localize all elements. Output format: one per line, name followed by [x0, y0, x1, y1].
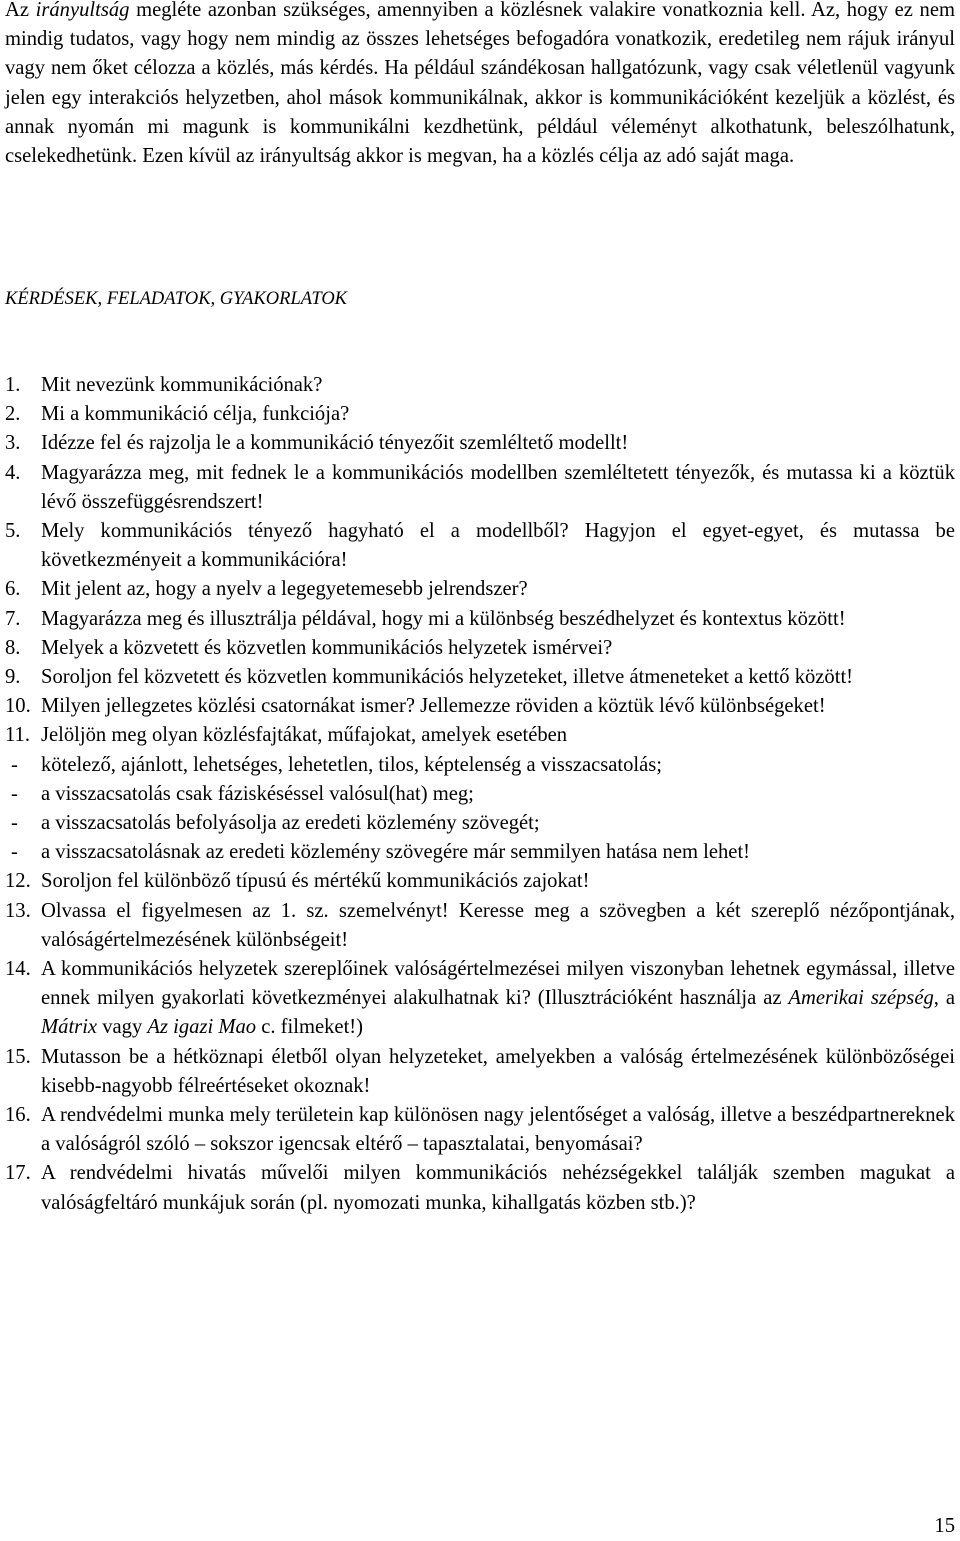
sub-dash: - — [11, 782, 18, 805]
question-number: 13. — [5, 899, 31, 922]
question-item — [5, 400, 955, 429]
question-number: 10. — [5, 695, 31, 718]
question-number: 2. — [5, 403, 21, 426]
question-text: Mit jelent az, hogy a nyelv a legegyetemesebb jelrendszer? — [41, 578, 528, 601]
sub-dash: - — [11, 812, 18, 835]
intro-italic-term: irányultság — [35, 0, 130, 21]
sub-item — [5, 838, 955, 867]
intro-paragraph — [5, 0, 955, 171]
question-text-part: c. filmeket!) — [256, 1016, 364, 1039]
sub-dash: - — [11, 753, 18, 776]
question-item — [5, 1159, 955, 1217]
question-list — [5, 371, 955, 1218]
question-text: Olvassa el figyelmesen az 1. sz. szemelvényt! Keresse meg a szövegben a két szereplő nézőpontjának, valóságértelmezésének különbségeit! — [41, 899, 955, 951]
sub-list — [5, 751, 955, 868]
sub-text: a visszacsatolásnak az eredeti közlemény szövegére már semmilyen hatása nem lehet! — [41, 841, 751, 864]
question-text-part: , a — [933, 987, 955, 1010]
question-text: Mutasson be a hétköznapi életből olyan helyzeteket, amelyekben a valóság értelmezésének különbözőségei kisebb-nagyobb félreértéseket okoznak! — [41, 1045, 955, 1097]
question-text: Magyarázza meg és illusztrálja példával, hogy mi a különbség beszédhelyzet és kontextus között! — [41, 607, 846, 630]
question-number: 16. — [5, 1104, 31, 1127]
intro-text-rest: megléte azonban szükséges, amennyiben a közlésnek valakire vonatkoznia kell. Az, hogy ez nem mindig tudatos, vagy hogy nem mindig az összes lehetséges befogadóra vonatkozik, eredetileg nem rájuk irányul vagy nem őket célozza a közlés, más kérdés. Ha például szándékosan hallgatózunk, vagy csak véletlenül vagyunk jelen egy interakciós helyzetben, ahol mások kommunikálnak, akkor is kommunikációként kezeljük a közlést, és annak nyomán mi magunk is kommunikálni kezdhetünk, például véleményt alkothatunk, beleszólhatunk, cselekedhetünk. Ezen kívül az irányultság akkor is megvan, ha a közlés célja az adó saját maga. — [5, 0, 955, 168]
question-item — [5, 371, 955, 400]
question-item — [5, 955, 955, 1043]
question-text-part: A kommunikációs helyzetek szereplőinek valóságértelmezései milyen viszonyban lehetnek egymással, illetve ennek milyen gyakorlati következményei alakulhatnak ki? (Illusztrációként használja az — [41, 958, 955, 1010]
question-item — [5, 605, 955, 634]
intro-text-start: Az — [5, 0, 36, 21]
question-item — [5, 663, 955, 692]
sub-text: a visszacsatolás befolyásolja az eredeti közlemény szövegét; — [41, 812, 540, 835]
question-item — [5, 575, 955, 604]
question-item — [5, 721, 955, 750]
question-number: 5. — [5, 520, 21, 543]
question-text: Mi a kommunikáció célja, funkciója? — [41, 403, 350, 426]
sub-dash: - — [11, 841, 18, 864]
film-title: Az igazi Mao — [147, 1016, 257, 1039]
sub-text: kötelező, ajánlott, lehetséges, lehetetlen, tilos, képtelenség a visszacsatolás; — [41, 753, 663, 776]
question-item — [5, 867, 955, 896]
question-text: Idézze fel és rajzolja le a kommunikáció tényezőit szemléltető modellt! — [41, 432, 629, 455]
question-number: 6. — [5, 578, 21, 601]
question-item — [5, 1101, 955, 1159]
question-number: 8. — [5, 636, 21, 659]
film-title: Amerikai szépség — [788, 987, 934, 1010]
question-item — [5, 634, 955, 663]
question-number: 14. — [5, 958, 31, 981]
sub-item — [5, 780, 955, 809]
question-number: 11. — [5, 724, 30, 747]
question-text: A rendvédelmi munka mely területein kap különösen nagy jelentőséget a valóság, illetve a beszédpartnereknek a valóságról szóló – sokszor igencsak eltérő – tapasztalatai, benyomásai? — [41, 1104, 955, 1156]
question-number: 15. — [5, 1045, 31, 1068]
question-number: 1. — [5, 374, 21, 396]
question-item — [5, 692, 955, 721]
question-text-part: vagy — [97, 1016, 148, 1039]
question-number: 7. — [5, 607, 21, 630]
film-title: Mátrix — [41, 1016, 98, 1039]
question-text: Soroljon fel különböző típusú és mértékű kommunikációs zajokat! — [41, 870, 590, 893]
section-heading: KÉRDÉSEK, FELADATOK, GYAKORLATOK — [5, 289, 348, 309]
question-item — [5, 897, 955, 955]
page-number: 15 — [934, 1515, 955, 1537]
question-text: Jelöljön meg olyan közlésfajtákat, műfajokat, amelyek esetében — [41, 724, 568, 747]
question-number: 3. — [5, 432, 21, 455]
question-text: A rendvédelmi hivatás művelői milyen kommunikációs nehézségekkel találják szemben magukat a valóságfeltáró munkájuk során (pl. nyomozati munka, kihallgatás közben stb.)? — [41, 1162, 955, 1214]
question-number: 12. — [5, 870, 31, 893]
question-number: 17. — [5, 1162, 31, 1185]
question-text: Milyen jellegzetes közlési csatornákat ismer? Jellemezze röviden a köztük lévő különbségeket! — [41, 695, 826, 718]
sub-item — [5, 809, 955, 838]
question-text: Soroljon fel közvetett és közvetlen kommunikációs helyzeteket, illetve átmeneteket a kettő között! — [41, 666, 854, 689]
question-number: 9. — [5, 666, 21, 689]
question-text: Mely kommunikációs tényező hagyható el a modellből? Hagyjon el egyet-egyet, és mutassa be következményeit a kommunikációra! — [41, 520, 955, 572]
sub-item — [5, 751, 955, 780]
question-item — [5, 517, 955, 575]
question-text: Melyek a közvetett és közvetlen kommunikációs helyzetek ismérvei? — [41, 636, 613, 659]
question-item — [5, 459, 955, 517]
question-item — [5, 429, 955, 458]
question-item — [5, 1043, 955, 1101]
question-text: Magyarázza meg, mit fednek le a kommunikációs modellben szemléltetett tényezők, és mutassa ki a köztük lévő összefüggésrendszert! — [41, 461, 955, 513]
question-text — [41, 955, 955, 1043]
sub-text: a visszacsatolás csak fáziskéséssel valósul(hat) meg; — [41, 782, 474, 805]
question-text: Mit nevezünk kommunikációnak? — [41, 374, 323, 396]
question-number: 4. — [5, 461, 21, 484]
